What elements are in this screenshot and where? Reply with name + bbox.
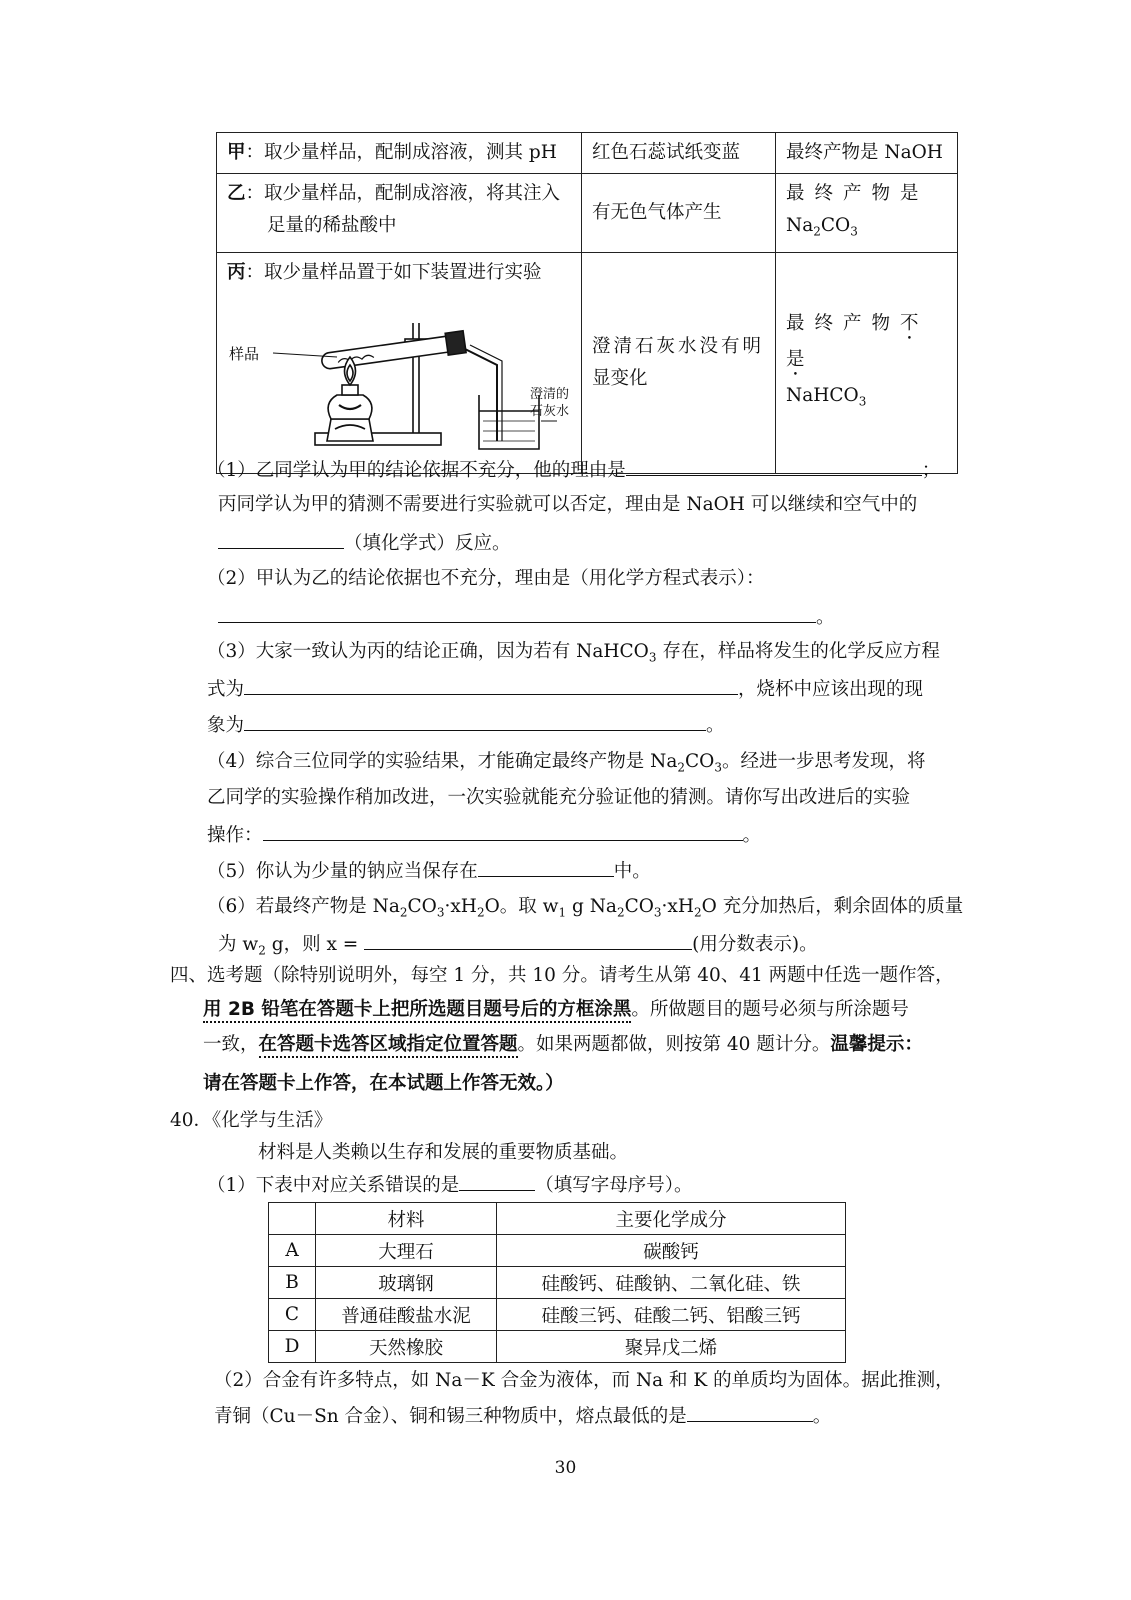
q40-intro: 材料是人类赖以生存和发展的重要物质基础。 [258, 1142, 629, 1163]
phenomenon-text: 澄清石灰水没有明 [591, 335, 764, 357]
answer-blank[interactable] [478, 856, 614, 877]
operation-text-2: 足量的稀盐酸中 [267, 215, 397, 236]
answer-blank[interactable] [626, 455, 922, 476]
table-cell: 聚异戊二烯 [497, 1331, 846, 1363]
q40-part2a: （2）合金有许多特点，如 Na－K 合金为液体，而 Na 和 K 的单质均为固体。据此推测， [214, 1370, 954, 1391]
table-cell: A [269, 1235, 316, 1267]
conclusion-text: 最终产物是 [786, 183, 929, 204]
table-cell: 硅酸三钙、硅酸二钙、铝酸三钙 [497, 1299, 846, 1331]
table-row [217, 252, 958, 473]
table-cell: 硅酸钙、硅酸钠、二氧化硅、铁 [497, 1267, 846, 1299]
heating-apparatus-figure [227, 291, 557, 451]
label-limewater-line2: 石灰水 [530, 404, 570, 419]
row-bing-operation [217, 252, 582, 473]
question-2a: （2）甲认为乙的结论依据也不充分，理由是（用化学方程式表示）： [207, 568, 765, 589]
table-row [217, 133, 958, 174]
table-cell: D [269, 1331, 316, 1363]
answer-blank[interactable] [263, 820, 743, 841]
row-jia-operation [217, 133, 582, 174]
row-yi-operation [217, 174, 582, 253]
formula-nahco3: NaHCO$_3$ [786, 384, 867, 409]
answer-blank[interactable] [364, 929, 692, 950]
table-row [269, 1267, 846, 1299]
answer-blank[interactable] [244, 674, 738, 695]
table-cell: 碳酸钙 [497, 1235, 846, 1267]
who-label: 乙 [227, 183, 246, 204]
q40-part2b: 青铜（Cu－Sn 合金）、铜和锡三种物质中，熔点最低的是 。 [214, 1401, 831, 1431]
question-5: （5）你认为少量的钠应当保存在 中。 [207, 856, 651, 886]
answer-blank[interactable] [459, 1170, 535, 1191]
row-bing-phenomenon [581, 252, 775, 473]
experiment-table [216, 132, 958, 474]
row-yi-phenomenon: 有无色气体产生 [581, 174, 775, 253]
header-cell: 主要化学成分 [497, 1203, 846, 1235]
table-header-row [269, 1203, 846, 1235]
question-1c: （填化学式）反应。 [218, 528, 511, 558]
table-row [269, 1299, 846, 1331]
section4-line3: 一致，在答题卡选答区域指定位置答题。如果两题都做，则按第 40 题计分。温馨提示： [203, 1031, 923, 1059]
who-label: 甲 [227, 142, 246, 163]
question-3c: 象为 。 [207, 710, 725, 740]
label-limewater-line1: 澄清的 [530, 387, 570, 402]
question-1b: 丙同学认为甲的猜测不需要进行实验就可以否定，理由是 NaOH 可以继续和空气中的 [218, 494, 918, 515]
operation-text: ：取少量样品，配制成溶液，将其注入 [245, 183, 561, 204]
table-row [269, 1331, 846, 1363]
row-jia-phenomenon: 红色石蕊试纸变蓝 [581, 133, 775, 174]
conclusion-text: 最终产物不是 [786, 312, 929, 370]
answer-blank[interactable] [687, 1401, 813, 1422]
q40-title: 40．《化学与生活》 [170, 1110, 333, 1131]
table-cell: 大理石 [316, 1235, 497, 1267]
who-label: 丙 [227, 261, 246, 283]
table-row [269, 1235, 846, 1267]
header-cell: 材料 [316, 1203, 497, 1235]
question-3a: （3）大家一致认为丙的结论正确，因为若有 NaHCO$_3$ 存在，样品将发生的化学反应方程 [207, 641, 940, 665]
question-6a: （6）若最终产物是 $Na_2CO_3\cdot xH_2O$。取 $w_1$ g $Na_2CO_3\cdot xH_2O$ 充分加热后，剩余固体的质量 [207, 896, 964, 920]
question-4a: （4）综合三位同学的实验结果，才能确定最终产物是 $Na_2CO_3$。经进一步思考发现，将 [207, 751, 926, 775]
question-1a: （1）乙同学认为甲的结论依据不充分，他的理由是 ； [207, 455, 940, 485]
materials-table [268, 1202, 846, 1363]
question-4c: 操作： 。 [207, 820, 761, 850]
label-limewater [530, 386, 569, 420]
section4-line4: 请在答题卡上作答，在本试题上作答无效。） [203, 1073, 564, 1094]
table-cell: 天然橡胶 [316, 1331, 497, 1363]
operation-text: ：取少量样品，配制成溶液，测其 pH [245, 142, 557, 163]
table-cell: B [269, 1267, 316, 1299]
section4-line1: 四、选考题（除特别说明外，每空 1 分，共 10 分。请考生从第 40、41 两题中任选一题作答， [170, 965, 954, 986]
answer-blank[interactable] [218, 528, 344, 549]
formula-na2co3: $Na_2CO_3$ [786, 215, 858, 239]
answer-blank[interactable] [218, 602, 816, 623]
phenomenon-text-2: 显变化 [591, 367, 648, 389]
row-bing-conclusion [776, 252, 958, 473]
table-cell: C [269, 1299, 316, 1331]
question-3b: 式为 ，烧杯中应该出现的现 [207, 674, 923, 704]
table-row [217, 174, 958, 253]
row-jia-conclusion: 最终产物是 NaOH [776, 133, 958, 174]
operation-text: ：取少量样品置于如下装置进行实验 [245, 261, 542, 283]
row-yi-conclusion [776, 174, 958, 253]
header-cell [269, 1203, 316, 1235]
q40-part1: （1）下表中对应关系错误的是 （填写字母序号）。 [207, 1170, 693, 1200]
label-sample: 样品 [229, 344, 260, 363]
table-cell: 玻璃钢 [316, 1267, 497, 1299]
page-number: 30 [554, 1458, 577, 1478]
question-2b: 。 [218, 602, 835, 632]
answer-blank[interactable] [244, 710, 706, 731]
section4-line2: 用 2B 铅笔在答题卡上把所选题目题号后的方框涂黑。所做题目的题号必须与所涂题号 [203, 996, 909, 1024]
question-6b: 为 $w_2$ g，则 x = (用分数表示)。 [218, 929, 818, 965]
question-4b: 乙同学的实验操作稍加改进，一次实验就能充分验证他的猜测。请你写出改进后的实验 [207, 787, 911, 808]
table-cell: 普通硅酸盐水泥 [316, 1299, 497, 1331]
